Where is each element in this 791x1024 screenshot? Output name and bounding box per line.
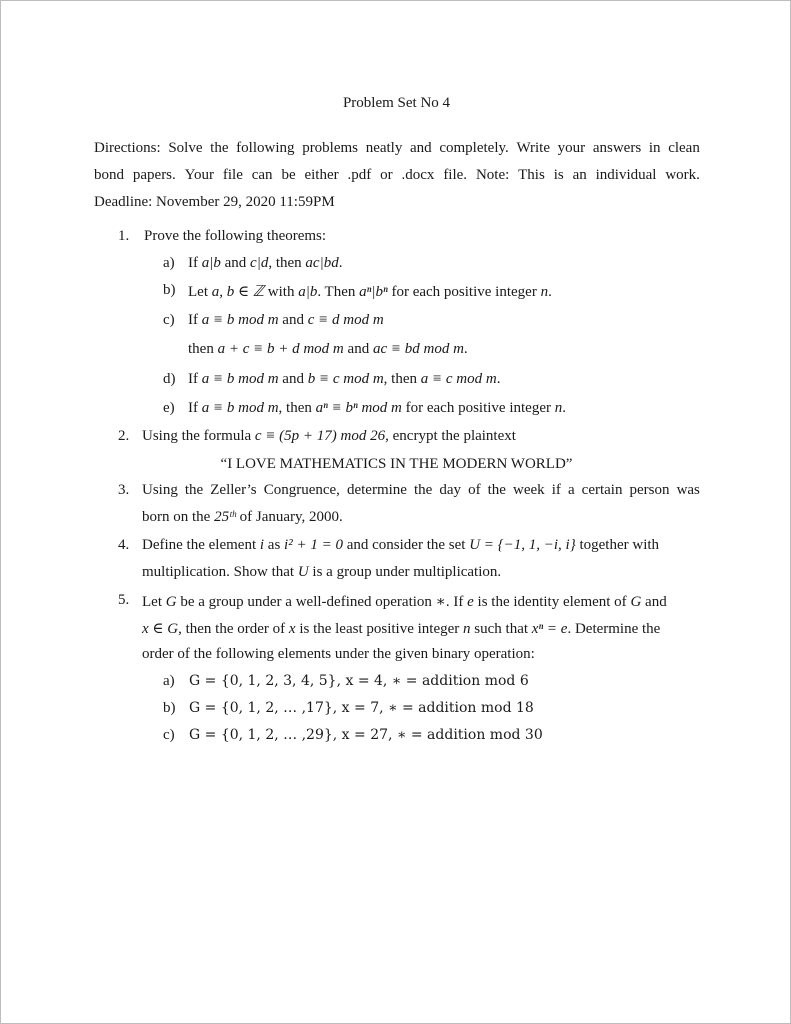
- problem-1d-label: d): [163, 371, 176, 387]
- problem-5a-label: a): [163, 673, 175, 689]
- problem-2-number: 2.: [118, 428, 130, 444]
- problem-5-line-2: x ∈ G, then the order of x is the least positive integer n such that xⁿ = e. Determine the: [142, 621, 661, 637]
- page-title: Problem Set No 4: [342, 95, 451, 111]
- problem-3-number: 3.: [118, 482, 130, 498]
- problem-3-line-2: born on the 25ᵗʰ of January, 2000.: [142, 509, 343, 525]
- problem-1e-text: If a ≡ b mod m, then aⁿ ≡ bⁿ mod m for each positive integer n.: [188, 400, 566, 416]
- problem-5-number: 5.: [118, 592, 130, 608]
- problem-4-line-1: Define the element i as i² + 1 = 0 and consider the set U = {−1, 1, −i, i} together with: [142, 537, 660, 553]
- problem-5c-expression: G = {0, 1, 2, … ,29}, x = 27, ∗ = addition mod 30: [189, 727, 543, 743]
- problem-1c-text: If a ≡ b mod m and c ≡ d mod m: [188, 312, 384, 328]
- problem-1c-label: c): [163, 312, 175, 328]
- problem-1a-text: If a|b and c|d, then ac|bd.: [188, 255, 343, 271]
- problem-1-text: Prove the following theorems:: [144, 228, 327, 244]
- problem-1e-label: e): [163, 400, 175, 416]
- problem-2-text: Using the formula c ≡ (5p + 17) mod 26, encrypt the plaintext: [142, 428, 516, 444]
- problem-1-number: 1.: [118, 228, 130, 244]
- directions-line-1: Directions: Solve the following problems neatly and completely. Write your answers in clean: [94, 140, 700, 156]
- problem-1b-label: b): [163, 282, 176, 298]
- problem-5c-label: c): [163, 727, 175, 743]
- problem-5b-expression: G = {0, 1, 2, … ,17}, x = 7, ∗ = addition mod 18: [189, 700, 534, 716]
- directions-line-2: bond papers. Your file can be either .pdf or .docx file. Note: This is an individual work.: [94, 167, 700, 183]
- problem-5-line-3: order of the following elements under the given binary operation:: [142, 646, 535, 662]
- problem-1c-continuation: then a + c ≡ b + d mod m and ac ≡ bd mod m.: [188, 341, 468, 357]
- directions-paragraph: [94, 135, 700, 216]
- problem-5a-expression: G = {0, 1, 2, 3, 4, 5}, x = 4, ∗ = addition mod 6: [189, 673, 529, 689]
- directions-deadline: Deadline: November 29, 2020 11:59PM: [94, 194, 335, 210]
- problem-1d-text: If a ≡ b mod m and b ≡ c mod m, then a ≡ c mod m.: [188, 371, 501, 387]
- problem-5b-label: b): [163, 700, 176, 716]
- problem-2-plaintext: “I LOVE MATHEMATICS IN THE MODERN WORLD”: [220, 456, 573, 472]
- problem-4-line-2: multiplication. Show that U is a group under multiplication.: [142, 564, 502, 580]
- problem-1b-text: Let a, b ∈ ℤ with a|b. Then aⁿ|bⁿ for each positive integer n.: [188, 284, 552, 300]
- problem-1a-label: a): [163, 255, 175, 271]
- problem-5-line-1: Let G be a group under a well-defined operation ∗. If e is the identity element of G and: [142, 594, 667, 610]
- problem-3-line-1: Using the Zeller’s Congruence, determine the day of the week if a certain person was: [142, 482, 700, 498]
- problem-4-number: 4.: [118, 537, 130, 553]
